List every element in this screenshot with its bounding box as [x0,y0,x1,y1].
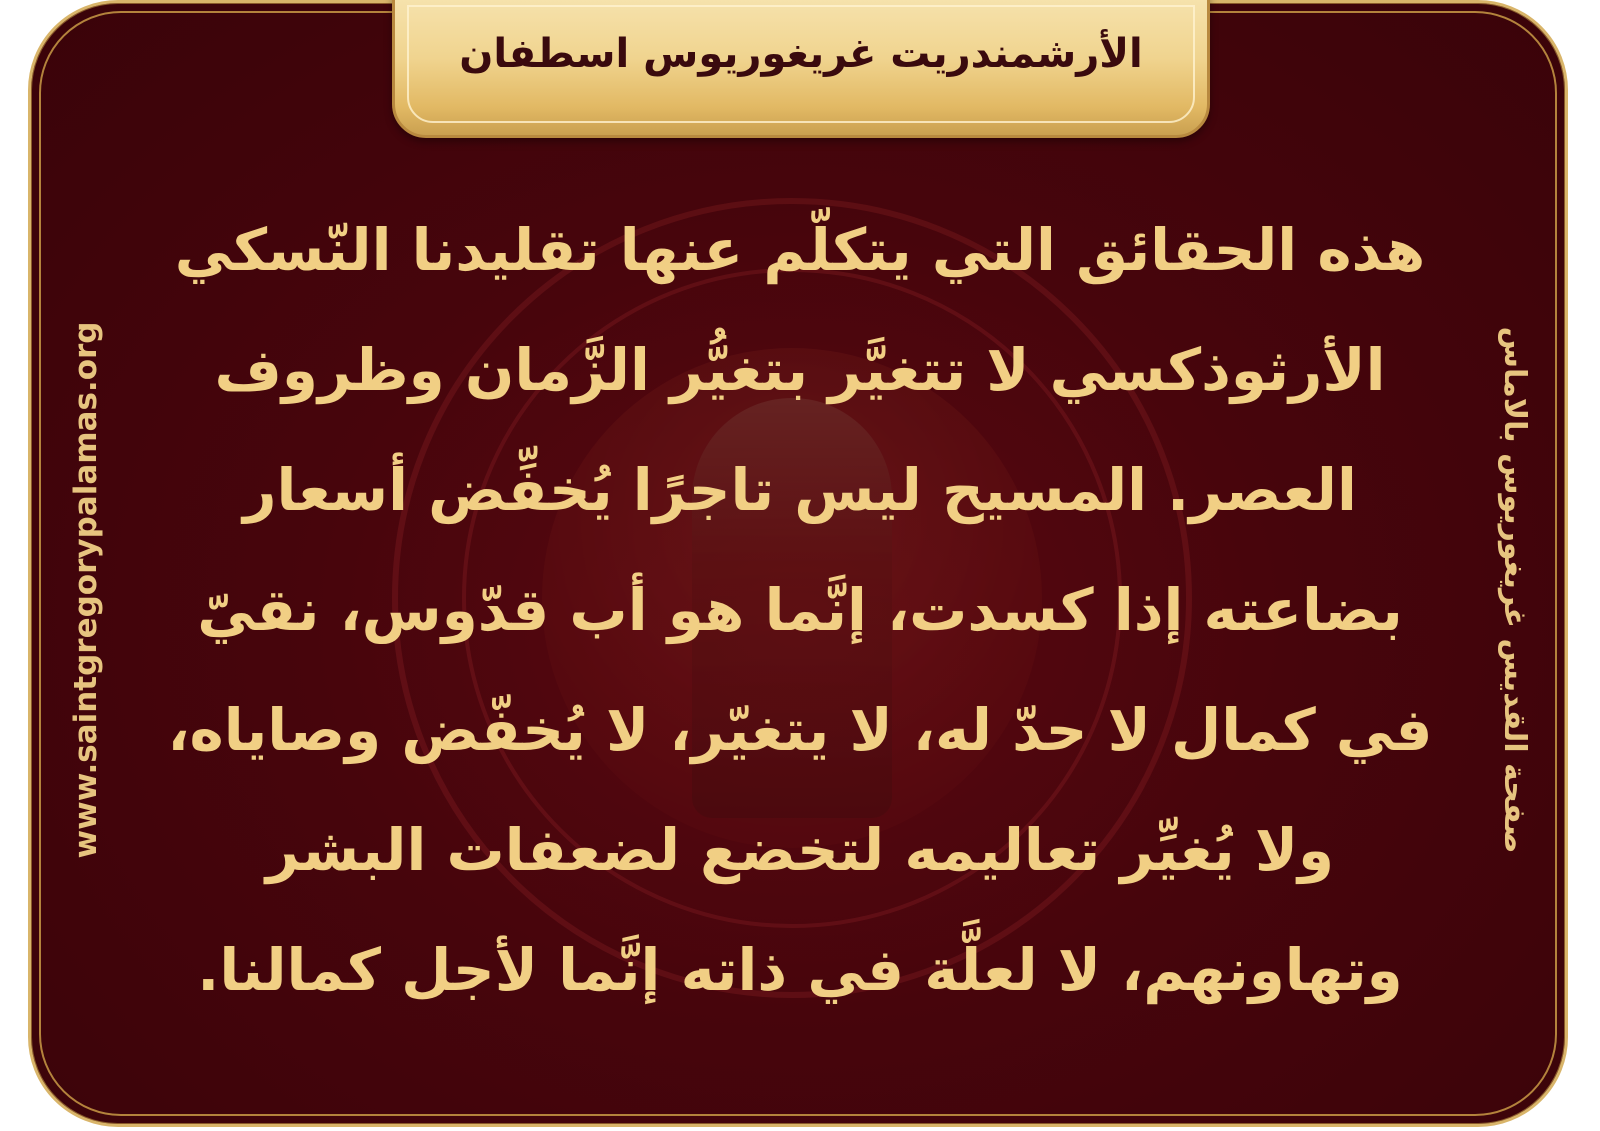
quote-line: وتهاونهم، لا لعلَّة في ذاته إنَّما لأجل كمالنا. [197,936,1403,1004]
quote-line: العصر. المسيح ليس تاجرًا يُخفِّض أسعار [243,456,1357,524]
quote-line: في كمال لا حدّ له، لا يتغيّر، لا يُخفّض وصاياه، [167,696,1433,764]
website-url: www.saintgregorypalamas.org [68,321,104,859]
quote-text [140,190,1460,1030]
title-plaque [392,0,1210,138]
quote-line: هذه الحقائق التي يتكلّم عنها تقليدنا النّسكي [174,216,1426,284]
page-name-label: صفحة القديس غريغوريوس بالاماس [1497,326,1532,854]
quote-line: الأرثوذكسي لا تتغيَّر بتغيُّر الزَّمان وظروف [214,336,1386,404]
author-title: الأرشمندريت غريغوريوس اسطفان [459,31,1143,77]
quote-line: بضاعته إذا كسدت، إنَّما هو أب قدّوس، نقيّ [197,576,1403,644]
quote-line: ولا يُغيِّر تعاليمه لتخضع لضعفات البشر [265,816,1335,884]
